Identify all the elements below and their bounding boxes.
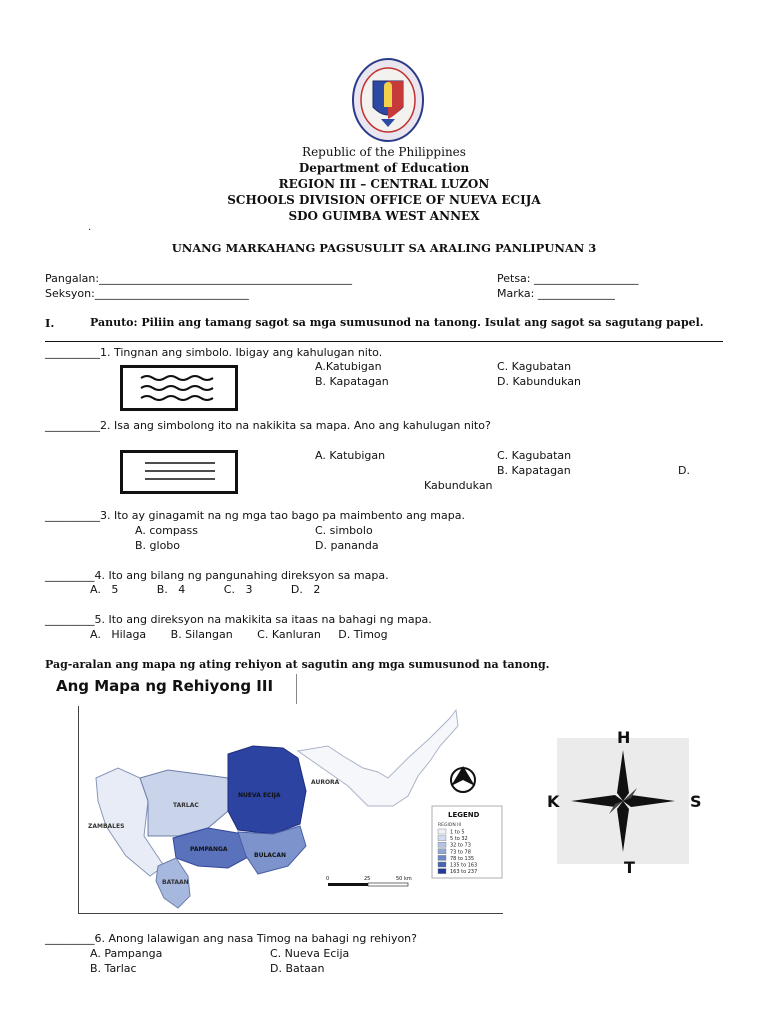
header-department: Department of Education bbox=[298, 161, 470, 175]
region-map bbox=[78, 706, 503, 912]
section-2-instructions: Pag-aralan ang mapa ng ating rehiyon at sagutin ang mga sumusunod na tanong. bbox=[45, 658, 550, 671]
legend-label: 1 to 5 bbox=[450, 829, 465, 836]
q1-option-b: B. Kapatagan bbox=[315, 375, 389, 388]
q4-options: A. 5 B. 4 C. 3 D. 2 bbox=[90, 583, 321, 596]
map-frame-bottom bbox=[78, 913, 503, 914]
stray-dot: . bbox=[88, 222, 92, 233]
legend-swatch bbox=[438, 836, 446, 841]
q5-options: A. Hilaga B. Silangan C. Kanluran D. Timog bbox=[90, 628, 388, 641]
header-division: SCHOOLS DIVISION OFFICE OF NUEVA ECIJA bbox=[227, 193, 541, 207]
legend-label: 78 to 135 bbox=[450, 855, 475, 862]
q1-option-c: C. Kagubatan bbox=[497, 360, 572, 373]
q6-option-a: A. Pampanga bbox=[90, 947, 163, 960]
map-frame-left bbox=[78, 706, 79, 914]
field-pangalan[interactable]: Pangalan:______________________________________________ bbox=[45, 272, 353, 285]
q3-option-b: B. globo bbox=[135, 539, 181, 552]
label-aurora: AURORA bbox=[311, 779, 340, 786]
legend-label: 5 to 32 bbox=[450, 836, 468, 843]
scale-0: 0 bbox=[326, 876, 330, 882]
q2-option-b: B. Kapatagan bbox=[497, 464, 571, 477]
q2-stem: __________2. Isa ang simbolong ito na nakikita sa mapa. Ano ang kahulugan nito? bbox=[45, 419, 491, 432]
q2-option-d: D. bbox=[678, 464, 690, 477]
north-arrow-icon bbox=[451, 766, 475, 792]
q4-stem: _________4. Ito ang bilang ng pangunahing direksyon sa mapa. bbox=[45, 569, 389, 582]
q3-option-a: A. compass bbox=[135, 524, 199, 537]
compass-rose bbox=[557, 738, 689, 864]
exam-title: UNANG MARKAHANG PAGSUSULIT SA ARALING PANLIPUNAN 3 bbox=[171, 241, 597, 255]
legend-swatch bbox=[438, 869, 446, 874]
header-republic: Republic of the Philippines bbox=[302, 145, 466, 159]
plain-symbol-icon bbox=[120, 450, 238, 494]
legend-swatch bbox=[438, 849, 446, 854]
legend-label: 163 to 237 bbox=[450, 869, 478, 876]
legend-title: LEGEND bbox=[448, 811, 480, 819]
instructions-rule bbox=[45, 341, 723, 342]
field-marka[interactable]: Marka: ______________ bbox=[497, 287, 615, 300]
q1-option-a: A.Katubigan bbox=[315, 360, 382, 373]
nueva-ecija-province bbox=[228, 746, 306, 834]
q3-stem: __________3. Ito ay ginagamit na ng mga tao bago pa maimbento ang mapa. bbox=[45, 509, 465, 522]
q3-option-c: C. simbolo bbox=[315, 524, 373, 537]
label-tarlac: TARLAC bbox=[173, 802, 199, 809]
field-seksyon[interactable]: Seksyon:____________________________ bbox=[45, 287, 249, 300]
instructions-numeral: I. bbox=[45, 316, 55, 330]
aurora-province bbox=[298, 710, 458, 806]
compass-west-label: K bbox=[547, 792, 560, 811]
scale-50: 50 km bbox=[396, 876, 412, 882]
deped-seal bbox=[351, 57, 425, 143]
label-bataan: BATAAN bbox=[162, 879, 189, 886]
field-petsa[interactable]: Petsa: ___________________ bbox=[497, 272, 639, 285]
q3-option-d: D. pananda bbox=[315, 539, 379, 552]
legend-swatch bbox=[438, 829, 446, 834]
map-title-divider bbox=[296, 674, 297, 704]
compass-east-label: S bbox=[690, 792, 702, 811]
legend-label: 135 to 163 bbox=[450, 862, 478, 869]
map-title: Ang Mapa ng Rehiyong III bbox=[56, 677, 274, 695]
q2-option-a: A. Katubigan bbox=[315, 449, 386, 462]
label-zambales: ZAMBALES bbox=[88, 823, 125, 830]
label-bulacan: BULACAN bbox=[254, 852, 286, 859]
legend-swatch bbox=[438, 862, 446, 867]
legend-label: 73 to 78 bbox=[450, 849, 471, 856]
q1-stem: __________1. Tingnan ang simbolo. Ibigay ang kahulugan nito. bbox=[45, 346, 383, 359]
map-legend bbox=[432, 806, 502, 878]
q5-stem: _________5. Ito ang direksyon na makikita sa itaas na bahagi ng mapa. bbox=[45, 613, 432, 626]
scale-25: 25 bbox=[364, 876, 371, 882]
q6-option-c: C. Nueva Ecija bbox=[270, 947, 350, 960]
q2-option-c: C. Kagubatan bbox=[497, 449, 572, 462]
compass-south-label: T bbox=[624, 858, 635, 877]
legend-swatch bbox=[438, 842, 446, 847]
instructions-text: Panuto: Piliin ang tamang sagot sa mga sumusunod na tanong. Isulat ang sagot sa sagutang papel. bbox=[90, 316, 704, 329]
q1-option-d: D. Kabundukan bbox=[497, 375, 581, 388]
label-nueva-ecija: NUEVA ECIJA bbox=[238, 792, 281, 799]
legend-subtitle: REGION III bbox=[438, 823, 462, 828]
legend-swatch bbox=[438, 855, 446, 860]
header-region: REGION III – CENTRAL LUZON bbox=[278, 177, 490, 191]
q6-option-b: B. Tarlac bbox=[90, 962, 137, 975]
q6-stem: _________6. Anong lalawigan ang nasa Timog na bahagi ng rehiyon? bbox=[45, 932, 417, 945]
q2-option-d-continued: Kabundukan bbox=[424, 479, 493, 492]
label-pampanga: PAMPANGA bbox=[190, 846, 228, 853]
header-school: SDO GUIMBA WEST ANNEX bbox=[288, 209, 480, 223]
q6-option-d: D. Bataan bbox=[270, 962, 325, 975]
compass-north-label: H bbox=[617, 728, 631, 747]
water-symbol-icon bbox=[120, 365, 238, 411]
legend-label: 32 to 73 bbox=[450, 842, 471, 849]
scale-bar bbox=[326, 876, 412, 886]
